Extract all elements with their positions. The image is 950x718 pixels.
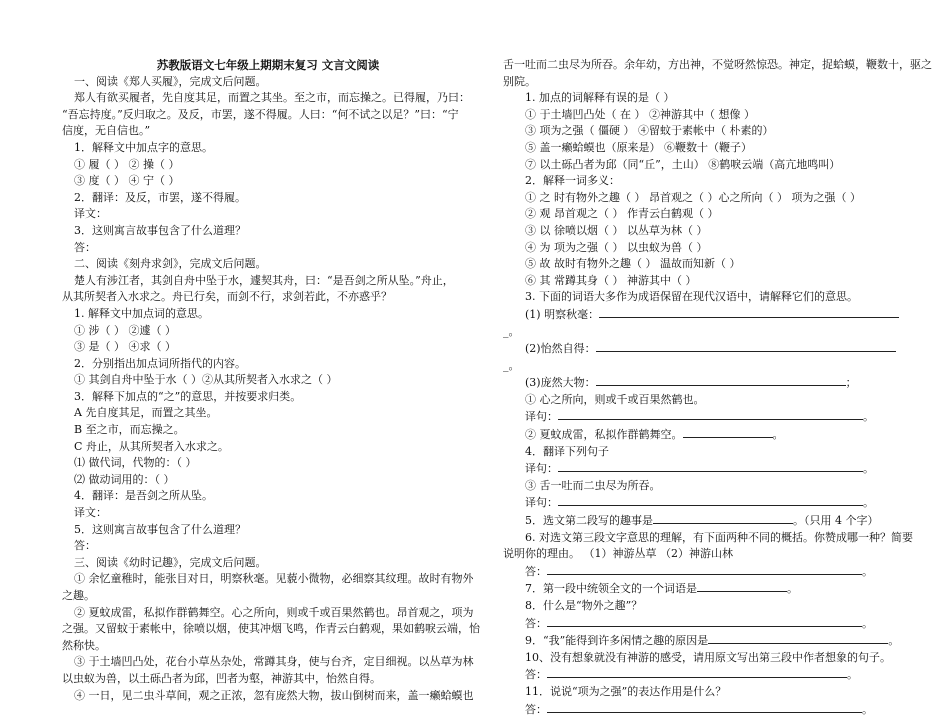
answer-blank[interactable]	[558, 408, 863, 420]
line-text: 一、阅读《郑人买履》，完成文后问题。	[74, 74, 267, 88]
line-text: ② 夏蚊成雷，私拟作群鹤舞空。心之所向，则或千或百果然鹤也。昂首观之，项为	[74, 605, 474, 619]
line-text: 2．解释一词多义：	[525, 174, 620, 188]
text-line	[503, 512, 905, 530]
line-text: 译文：	[74, 207, 107, 221]
text-line	[62, 323, 474, 340]
line-text: ③ 舌一吐而二虫尽为所吞。	[525, 478, 661, 492]
text-line	[503, 173, 905, 190]
answer-blank[interactable]	[599, 306, 899, 318]
text-line	[503, 57, 932, 74]
text-line	[503, 340, 905, 358]
line-text: 三、阅读《幼时记趣》，完成文后问题。	[74, 555, 267, 569]
line-text: 5．这则寓言故事包含了什么道理？	[74, 522, 246, 536]
line-text: 4．翻译：是吾剑之所从坠。	[74, 489, 213, 503]
answer-blank[interactable]	[547, 701, 862, 713]
line-text: ⑴ 做代词，代物的：（ ）	[74, 456, 197, 470]
line-text: 10、没有想象就没有神游的感受，请用原文写出第三段中作者想象的句子。	[525, 650, 891, 664]
text-line	[503, 240, 905, 257]
text-line	[503, 494, 905, 512]
text-line	[62, 157, 474, 174]
line-text: ① 于土墙凹凸处（ 在 ） ②神游其中（ 想像 ）	[525, 107, 755, 121]
line-text: 译文：	[74, 506, 107, 520]
line-suffix: 。	[847, 668, 858, 682]
text-line	[503, 273, 905, 290]
line-suffix: ；	[845, 376, 857, 390]
line-text: 9．“我”能得到许多闲情之趣的原因是	[525, 634, 709, 648]
line-suffix: 。（只用 4 个字）	[793, 514, 879, 528]
text-line	[62, 455, 474, 472]
answer-blank[interactable]	[547, 563, 862, 575]
line-text: 以虫蚁为兽，以土砾凸者为邱，凹者为壑，神游其中，怡然自得。	[62, 671, 381, 685]
line-text: 答：	[525, 668, 547, 682]
line-text: 楚人有涉江者，其剑自舟中坠于水，遽契其舟，曰：“是吾剑之所从坠。”舟止，	[74, 273, 454, 287]
text-line	[503, 306, 905, 324]
text-line	[62, 240, 474, 257]
text-line	[62, 90, 474, 107]
line-text: (3)庞然大物：	[525, 376, 596, 390]
text-line	[62, 505, 474, 522]
line-text: ③ 项为之强（ 僵硬 ） ④留蚊于素帐中（ 朴素的）	[525, 124, 774, 138]
line-text: 之强。又留蚊于素帐中，徐喷以烟，使其冲烟飞鸣，作青云白鹤观，果如鹤唳云端，怡	[62, 622, 480, 636]
line-suffix: 。	[862, 702, 873, 716]
text-line	[503, 444, 905, 461]
line-text: ② 夏蚊成雷，私拟作群鹤舞空。	[525, 428, 683, 442]
line-text: ③ 以 徐喷以烟（ ） 以丛草为林（ ）	[525, 223, 708, 237]
text-line	[62, 256, 474, 273]
line-text: 3．这则寓言故事包含了什么道理？	[74, 223, 246, 237]
line-suffix: 。	[863, 410, 874, 424]
line-suffix: 。	[772, 428, 784, 442]
text-line	[62, 571, 474, 588]
line-text: ① 涉（ ） ②遽（ ）	[74, 323, 176, 337]
line-text: 之趣。	[62, 589, 95, 602]
line-text: ⑤ 盖一癞蛤蟆也（原来是） ⑥鞭数十（鞭子）	[525, 140, 752, 154]
text-line	[503, 157, 905, 174]
answer-blank[interactable]	[683, 426, 773, 438]
line-text: 1. 解释文中加点词的意思。	[74, 306, 209, 320]
line-text: 郑人有欲买履者，先自度其足，而置之其坐。至之市，而忘操之。已得履，乃曰：	[74, 91, 470, 105]
text-line	[62, 173, 474, 190]
line-text: ⑤ 故 故时有物外之趣（ ） 温故而知新（ ）	[525, 257, 741, 271]
line-text: ④ 为 项为之强（ ） 以虫蚁为兽（ ）	[525, 240, 708, 254]
text-line	[62, 472, 474, 489]
line-text: _。	[503, 358, 520, 372]
page-title: 苏教版语文七年级上期期末复习 文言文阅读	[156, 58, 380, 72]
line-text: ① 履（ ） ② 操（ ）	[74, 157, 180, 171]
line-text: 6. 对选文第三段文字意思的理解，有下面两种不同的概括。你赞成哪一种？简要	[525, 530, 913, 544]
text-line	[62, 522, 474, 539]
text-line	[503, 140, 905, 157]
line-text: 译句：	[525, 496, 558, 510]
line-text: 1. 加点的词解释有误的是（ ）	[525, 91, 675, 105]
text-line	[503, 546, 905, 563]
line-text: ① 之 时有物外之趣（ ） 昂首观之（ ）心之所向（ ） 项为之强（ ）	[525, 190, 861, 204]
text-line	[62, 439, 474, 456]
text-line	[62, 638, 474, 655]
line-text: 译句：	[525, 410, 558, 424]
text-line	[503, 107, 905, 124]
line-text: 2．翻译：及反，市罢，遂不得履。	[74, 190, 246, 204]
text-line	[62, 206, 474, 223]
line-text: (2)怡然自得：	[525, 342, 596, 356]
text-line	[503, 392, 905, 409]
line-text: ① 其剑自舟中坠于水（ ）②从其所契者入水求之（ ）	[74, 373, 338, 387]
line-text: 舌一吐而二虫尽为所吞。余年幼，方出神，不觉呀然惊恐。神定，捉蛤蟆，鞭数十，驱之	[503, 58, 932, 71]
text-line	[503, 563, 905, 581]
text-line	[62, 688, 474, 705]
line-text: 别院。	[503, 74, 536, 88]
text-line	[62, 107, 474, 124]
line-text: 4．翻译下列句子	[525, 444, 609, 458]
line-text: ① 心之所向，则或千或百果然鹤也。	[525, 392, 705, 406]
text-line	[503, 632, 905, 650]
answer-blank[interactable]	[708, 632, 888, 644]
line-text: 8．什么是“物外之趣”？	[525, 599, 643, 612]
line-text: 11．说说“项为之强”的表达作用是什么？	[525, 684, 727, 698]
line-text: _。	[503, 324, 520, 338]
text-line	[503, 289, 905, 306]
line-text: 答：	[74, 539, 96, 553]
line-text: 二、阅读《刻舟求剑》，完成文后问题。	[74, 257, 267, 271]
line-text: ⑥ 其 常蹲其身（ ） 神游其中（ ）	[525, 273, 697, 287]
line-text: ⑵ 做动词用的：（ ）	[74, 472, 175, 486]
text-line	[62, 356, 474, 373]
text-line	[62, 289, 474, 306]
line-suffix: 。	[862, 616, 873, 630]
text-line	[62, 223, 474, 240]
answer-blank[interactable]	[558, 460, 863, 472]
line-text: 答：	[525, 702, 547, 716]
line-text: ④ 一日，见二虫斗草间，观之正浓，忽有庞然大物，拔山倒树而来，盖一癞蛤蟆也	[74, 688, 474, 702]
line-text: 说明你的理由。 （1）神游丛草 （2）神游山林	[503, 547, 733, 561]
text-line	[503, 123, 905, 140]
line-text: ③ 于土墙凹凸处，花台小草丛杂处，常蹲其身，使与台齐，定目细视。以丛草为林	[74, 655, 474, 669]
text-line	[62, 372, 474, 389]
line-text: 译句：	[525, 462, 558, 476]
text-line	[503, 223, 905, 240]
line-text: C 舟止，从其所契者入水求之。	[74, 439, 229, 453]
text-line	[62, 588, 474, 605]
text-line	[503, 90, 905, 107]
text-line	[503, 580, 905, 598]
text-line	[503, 701, 905, 718]
text-line	[503, 206, 905, 223]
text-line	[503, 530, 913, 547]
line-text: B 至之市，而忘操之。	[74, 423, 185, 437]
answer-blank[interactable]	[596, 374, 846, 386]
line-text: 答：	[525, 564, 547, 578]
text-line	[503, 408, 905, 426]
line-suffix: 。	[863, 462, 874, 476]
text-line	[62, 140, 474, 157]
text-line	[62, 190, 474, 207]
answer-blank[interactable]	[697, 580, 787, 592]
line-text: 答：	[74, 240, 96, 254]
line-text: ① 余忆童稚时，能张目对日，明察秋毫。见藐小微物，必细察其纹理。故时有物外	[74, 572, 474, 586]
line-text: 信度，无自信也。”	[62, 124, 151, 138]
text-line	[62, 123, 474, 140]
text-line	[503, 256, 905, 273]
line-text: 3．解释下加点的“之”的意思，并按要求归类。	[74, 389, 302, 403]
text-line	[503, 650, 905, 667]
text-line	[503, 598, 905, 615]
text-line	[503, 684, 905, 701]
text-line	[62, 654, 474, 671]
text-line	[503, 478, 905, 495]
text-line	[62, 538, 474, 555]
text-line	[503, 666, 905, 684]
text-line	[503, 324, 905, 341]
line-text: 从其所契者入水求之。舟已行矣，而剑不行，求剑若此，不亦惑乎？	[62, 290, 392, 304]
answer-blank[interactable]	[653, 512, 793, 524]
answer-blank[interactable]	[547, 615, 862, 627]
answer-blank[interactable]	[547, 666, 847, 678]
line-text: 然称快。	[62, 638, 106, 652]
line-text: 3. 下面的词语大多作为成语保留在现代汉语中，请解释它们的意思。	[525, 290, 858, 304]
text-line	[62, 422, 474, 439]
line-suffix: 。	[787, 582, 798, 596]
line-text: ⑦ 以土砾凸者为邱（同“丘”，土山） ⑧鹤唳云端（高亢地鸣叫）	[525, 157, 841, 171]
line-suffix: 。	[862, 564, 873, 578]
text-line	[503, 426, 905, 444]
text-line	[503, 74, 905, 91]
right-column	[503, 57, 932, 718]
line-text: ③ 是（ ） ④求（ ）	[74, 340, 176, 354]
text-line	[62, 605, 474, 622]
answer-blank[interactable]	[596, 340, 896, 352]
line-text: 2．分别指出加点词所指代的内容。	[74, 356, 246, 370]
text-line	[62, 273, 474, 290]
text-line	[503, 358, 905, 375]
line-text: (1) 明察秋毫：	[525, 307, 600, 321]
line-text: ③ 度（ ） ④ 宁（ ）	[74, 174, 180, 188]
line-text: 答：	[525, 616, 547, 630]
left-column	[62, 57, 480, 704]
text-line	[62, 671, 474, 688]
text-line	[503, 460, 905, 478]
line-text: “吾忘持度。”反归取之。及反，市罢，遂不得履。人曰：“何不试之以足？”曰：“宁	[62, 107, 459, 121]
text-line	[62, 306, 474, 323]
line-text: 5．选文第二段写的趣事是	[525, 514, 653, 528]
text-line	[62, 488, 474, 505]
line-text: 7．第一段中统领全文的一个词语是	[525, 582, 697, 596]
text-line	[62, 405, 474, 422]
text-line	[62, 621, 480, 638]
text-line	[503, 374, 905, 392]
line-text: 1．解释文中加点字的意思。	[74, 140, 213, 154]
text-line	[62, 389, 474, 406]
text-line	[62, 555, 474, 572]
line-suffix: 。	[888, 634, 900, 648]
line-text: ② 观 昂首观之（ ） 作青云白鹤观（ ）	[525, 207, 719, 221]
line-suffix: 。	[863, 496, 874, 510]
text-line	[62, 74, 474, 91]
text-line	[62, 339, 474, 356]
line-text: A 先自度其足，而置之其坐。	[74, 406, 218, 420]
text-line	[503, 190, 905, 207]
answer-blank[interactable]	[558, 494, 863, 506]
text-line	[503, 615, 905, 633]
